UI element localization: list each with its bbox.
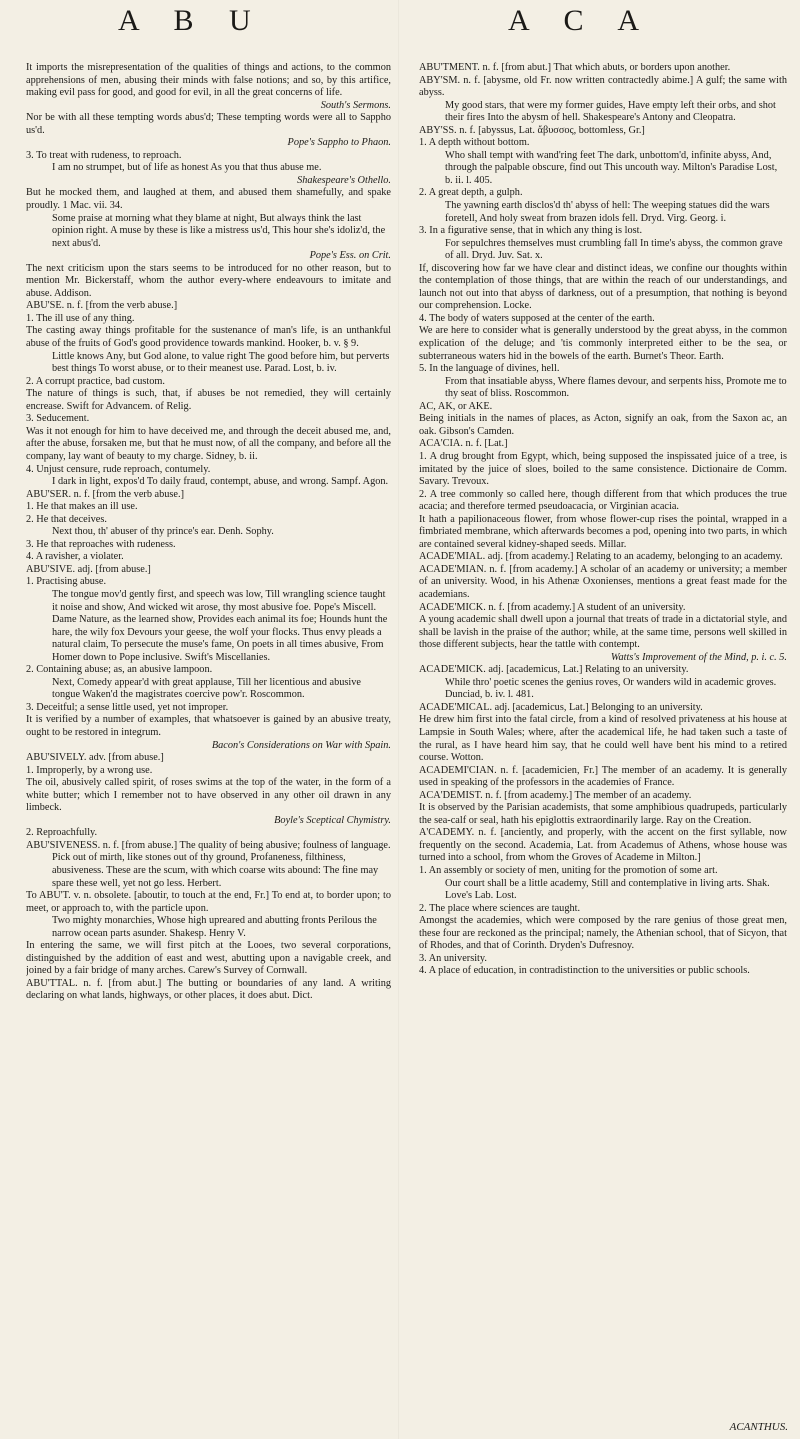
entry-text: 4. A ravisher, a violater. — [26, 551, 124, 563]
entry-text: 2. The place where sciences are taught. — [419, 902, 581, 914]
entry-text: ABU'TMENT. n. f. [from abut.] That which abuts, or borders upon another. — [419, 62, 731, 73]
entry-text: 1. The ill use of any thing. — [26, 312, 135, 324]
quotation: The yawning earth disclos'd th' abyss of hell: The weeping statues did the wars foretell, And holy sweat from brazen idols fell. Dryd. Virg. Georg. i. — [445, 200, 770, 224]
quotation: From that insatiable abyss, Where flames devour, and serpents hiss, Promote me to thy seat of bliss. Roscommon. — [445, 375, 787, 400]
quotation: Some praise at morning what they blame at night, But always think the last opinion right. A muse by these is like a mistress us'd, This hour she's idoliz'd, the next abus'd. — [52, 212, 386, 249]
quotation: Pick out of mirth, like stones out of thy ground, Profaneness, filthiness, abusiveness. These are the scum, with which coarse wits abound: The fine may spare these well, yet not go less. Herbert. — [52, 852, 379, 889]
entry-text: 2. A great depth, a gulph. — [419, 187, 523, 199]
entry-text: But he mocked them, and laughed at them, and abused them shamefully, and spake proudly. 1 Mac. vii. 34. — [26, 187, 391, 212]
entry-text: ABY'SM. n. f. [abysme, old Fr. now written contractedly abime.] A gulf; the same with abyss. — [419, 74, 787, 99]
entry-text: 2. A corrupt practice, bad custom. — [26, 375, 165, 387]
right-column — [419, 62, 787, 1427]
citation: Bacon's Considerations on War with Spain. — [211, 739, 391, 751]
left-column — [26, 62, 391, 1427]
entry-text: We are here to consider what is generally understood by the great abyss, in the common explication of the deluge; and 'tis commonly interpreted either to be the sea, or subterraneous waters hid in the bowels of the earth. Burnet's Theor. Earth. — [419, 325, 787, 362]
entry-text: ACADE'MIAN. n. f. [from academy.] A scholar of an academy or university; a member of an university. Wood, in his Athenæ Oxonienses, mentions a great feast made for the academians. — [419, 563, 787, 600]
quotation: I am no strumpet, but of life as honest As you that thus abuse me. — [52, 162, 322, 174]
entry-text: To ABU'T. v. n. obsolete. [aboutir, to touch at the end, Fr.] To end at, to border upon; to meet, or approach to, with the particle upon. — [26, 890, 391, 914]
entry-text: If, discovering how far we have clear and distinct ideas, we confine our thoughts within the contemplation of those things, that are within the reach of our understandings, and launch not out into that abyss of darkness, out of a presumption, that nothing is beyond our comprehension. Locke. — [419, 262, 787, 312]
entry-text: Amongst the academies, which were composed by the rare genius of those great men, these four are reckoned as the principal; namely, the Athenian school, that of Sicyon, that of Rhodes, and that of Corinth. Dryden's Dufresnoy. — [419, 915, 787, 952]
column-gutter — [398, 0, 399, 1439]
entry-text: ABU'SIVENESS. n. f. [from abuse.] The quality of being abusive; foulness of language. — [26, 839, 391, 851]
entry-text: AC, AK, or AKE. — [419, 400, 493, 412]
quotation: Next, Comedy appear'd with great applause, Till her licentious and abusive tongue Waken'd the magistrates coercive pow'r. Roscommon. — [52, 676, 361, 701]
quotation: I dark in light, expos'd To daily fraud, contempt, abuse, and wrong. Sampf. Agon. — [52, 476, 389, 488]
entry-text: 1. He that makes an ill use. — [26, 501, 138, 513]
entry-text: He drew him first into the fatal circle, from a kind of resolved privateness at his house at Lampsie in South Wales; where, after the academical life, he had taken such a taste of the rural, as I have heard him say, that he could well have bent his mind to a retired course. Wotton. — [419, 714, 787, 764]
citation: Boyle's Sceptical Chymistry. — [274, 814, 391, 826]
entry-text: ACA'DEMIST. n. f. [from academy.] The member of an academy. — [419, 789, 692, 801]
quotation: My good stars, that were my former guides, Have empty left their orbs, and shot their fires Into the abysm of hell. Shakespeare's Antony and Cleopatra. — [445, 99, 776, 124]
quotation: Next thou, th' abuser of thy prince's ear. Denh. Sophy. — [52, 526, 274, 538]
entry-text: ABU'SIVELY. adv. [from abuse.] — [26, 752, 164, 764]
entry-text: ABU'TTAL. n. f. [from abut.] The butting or boundaries of any land. A writing declaring on what lands, highways, or other places, it does abut. Dict. — [26, 977, 391, 1002]
entry-text: 4. A place of education, in contradistinction to the universities or public schools. — [419, 965, 750, 977]
entry-text: 1. An assembly or society of men, uniting for the promotion of some art. — [419, 865, 718, 876]
entry-text: The next criticism upon the stars seems to be introduced for no other reason, but to mention Mr. Bickerstaff, whom the author every-where endeavours to imitate and abuse. Addison. — [26, 262, 391, 299]
entry-text: 5. In the language of divines, hell. — [419, 363, 560, 375]
entry-text: 3. Seducement. — [26, 413, 90, 425]
entry-text: 2. He that deceives. — [26, 513, 107, 525]
entry-text: ACADEMI'CIAN. n. f. [academicien, Fr.] The member of an academy. It is generally used in speaking of the professors in the academies of France. — [419, 764, 787, 789]
entry-text: 3. He that reproaches with rudeness. — [26, 538, 176, 550]
entry-text: ABY'SS. n. f. [abyssus, Lat. ἄβυσσος, bottomless, Gr.] — [419, 124, 645, 136]
entry-text: It is observed by the Parisian academists, that some amphibious quadrupeds, particularly the sea-calf or seal, hath his epiglottis extraordinarily large. Ray on the Creation. — [419, 802, 787, 826]
entry-text: The casting away things profitable for the sustenance of man's life, is an unthankful abuse of the fruits of God's good providence towards mankind. Hooker, b. v. § 9. — [26, 325, 391, 350]
quotation: While thro' poetic scenes the genius roves, Or wanders wild in academic groves. Dunciad, b. iv. l. 481. — [445, 676, 777, 701]
citation: Pope's Sappho to Phaon. — [287, 137, 391, 149]
entry-text: 1. Improperly, by a wrong use. — [26, 764, 153, 776]
entry-text: 2. Containing abuse; as, an abusive lampoon. — [26, 664, 213, 676]
entry-text: ACA'CIA. n. f. [Lat.] — [419, 438, 508, 450]
entry-text: 3. To treat with rudeness, to reproach. — [26, 149, 182, 161]
entry-text: A'CADEMY. n. f. [anciently, and properly, with the accent on the first syllable, now frequently on the second. Academia, Lat. from Academus of Athens, whose house was turned into a school, from whom the Groves of Academe in Milton.] — [419, 827, 787, 864]
quotation: Two mighty monarchies, Whose high upreared and abutting fronts Perilous the narrow ocean parts asunder. Shakesp. Henry V. — [52, 915, 377, 939]
entry-text: 3. Deceitful; a sense little used, yet not improper. — [26, 701, 229, 713]
entry-text: 4. Unjust censure, rude reproach, contumely. — [26, 463, 211, 475]
entry-text: Being initials in the names of places, as Acton, signify an oak, from the Saxon ac, an oak. Gibson's Camden. — [419, 413, 787, 437]
entry-text: 2. A tree commonly so called here, though different from that which produces the true acacia; and therefore termed pseudoacacia, or Virginian acacia. — [419, 488, 787, 513]
entry-text: 1. Practising abuse. — [26, 576, 107, 588]
entry-text: ACADE'MICK. n. f. [from academy.] A student of an university. — [419, 601, 686, 613]
quotation: Who shall tempt with wand'ring feet The dark, unbottom'd, infinite abyss, And, through the palpable obscure, find out This uncouth way. Milton's Paradise Lost, b. ii. l. 405. — [445, 149, 778, 186]
citation: Pope's Ess. on Crit. — [309, 250, 391, 262]
entry-text: It is verified by a number of examples, that whatsoever is gained by an abusive treaty, ought to be restored in integrum. — [26, 714, 391, 738]
entry-text: In entering the same, we will first pitch at the Looes, two several corporations, distinguished by the addition of east and west, abutting upon a navigable creek, and joined by a fair bridge of many arches. Carew's Survey of Cornwall. — [26, 940, 391, 977]
entry-text: 3. In a figurative sense, that in which any thing is lost. — [419, 225, 643, 237]
entry-text: ABU'SIVE. adj. [from abuse.] — [26, 563, 151, 575]
entry-text: 2. Reproachfully. — [26, 827, 98, 839]
entry-text: ACADE'MICAL. adj. [academicus, Lat.] Belonging to an university. — [419, 701, 703, 713]
entry-text: Nor be with all these tempting words abus'd; These tempting words were all to Sappho us'd. — [26, 112, 391, 136]
citation: Watts's Improvement of the Mind, p. i. c. 5. — [610, 651, 787, 663]
entry-text: 1. A drug brought from Egypt, which, being supposed the inspissated juice of a tree, is imitated by the juice of sloes, boiled to the same consistence. Dictionaire de Comm. Savary. Trevoux. — [419, 450, 787, 488]
entry-text: Was it not enough for him to have deceived me, and through the deceit abused me, and, after the abuse, forsaken me, but that he must now, of all the company, and before all the company, lay want of beauty to my charge. Sidney, b. ii. — [26, 425, 391, 462]
entry-text: 4. The body of waters supposed at the center of the earth. — [419, 312, 655, 324]
entry-text: 1. A depth without bottom. — [419, 137, 530, 149]
running-header-right: A C A — [508, 4, 654, 37]
catchword: ACANTHUS. — [729, 1421, 788, 1433]
entry-text: A young academic shall dwell upon a journal that treats of trade in a dictatorial style, and shall be lavish in the praise of the author; while, at the same time, persons well skilled in those different subjects, hear the tattle with contempt. — [419, 614, 787, 651]
entry-text: The oil, abusively called spirit, of roses swims at the top of the water, in the form of a white butter; which I remember not to have observed in any other oil drawn in any limbeck. — [26, 777, 391, 814]
entry-text: ABU'SER. n. f. [from the verb abuse.] — [26, 488, 184, 500]
entry-text: The nature of things is such, that, if abuses be not remedied, they will certainly encrease. Swift for Advancem. of Relig. — [26, 388, 391, 412]
quotation: Little knows Any, but God alone, to value right The good before him, but perverts best things To worst abuse, or to their meanest use. Parad. Lost, b. iv. — [52, 350, 390, 375]
entry-text: ABU'SE. n. f. [from the verb abuse.] — [26, 300, 178, 312]
quotation: The tongue mov'd gently first, and speech was low, Till wrangling science taught it noise and show, And wicked wit arose, thy most abusive foe. Pope's Miscell. Dame Nature, as the learned show, Provides each animal its foe; Hounds hunt the hare, the wily fox Devours your geese, the wolf your flocks. Thus envy pleads a natural claim, To persecute the muse's fame, On poets in all times abusive, From Homer down to Pope inclusive. Swift's Miscellanies. — [52, 588, 388, 663]
citation: South's Sermons. — [320, 99, 391, 111]
quotation: For sepulchres themselves must crumbling fall In time's abyss, the common grave of all. Dryd. Juv. Sat. x. — [445, 237, 783, 262]
entry-text: ACADE'MIAL. adj. [from academy.] Relating to an academy, belonging to an academy. — [419, 551, 783, 563]
running-header — [0, 4, 800, 48]
running-header-left: A B U — [118, 4, 265, 37]
entry-text: ACADE'MICK. adj. [academicus, Lat.] Relating to an university. — [419, 664, 689, 676]
quotation: Our court shall be a little academy, Still and contemplative in living arts. Shak. Love's Lab. Lost. — [445, 877, 770, 902]
entry-text: It imports the misrepresentation of the qualities of things and actions, to the common apprehensions of men, abusing their minds with false notions; and so, by this artifice, making evil pass for good, and good for evil, in all the great concerns of life. — [26, 62, 391, 99]
entry-text: 3. An university. — [419, 952, 487, 964]
entry-text: It hath a papilionaceous flower, from whose flower-cup rises the pointal, wrapped in a fimbriated membrane, which afterwards becomes a pod, opening into two parts, in which are contained several kidney-shaped seeds. Millar. — [419, 513, 787, 550]
citation: Shakespeare's Othello. — [297, 174, 391, 186]
